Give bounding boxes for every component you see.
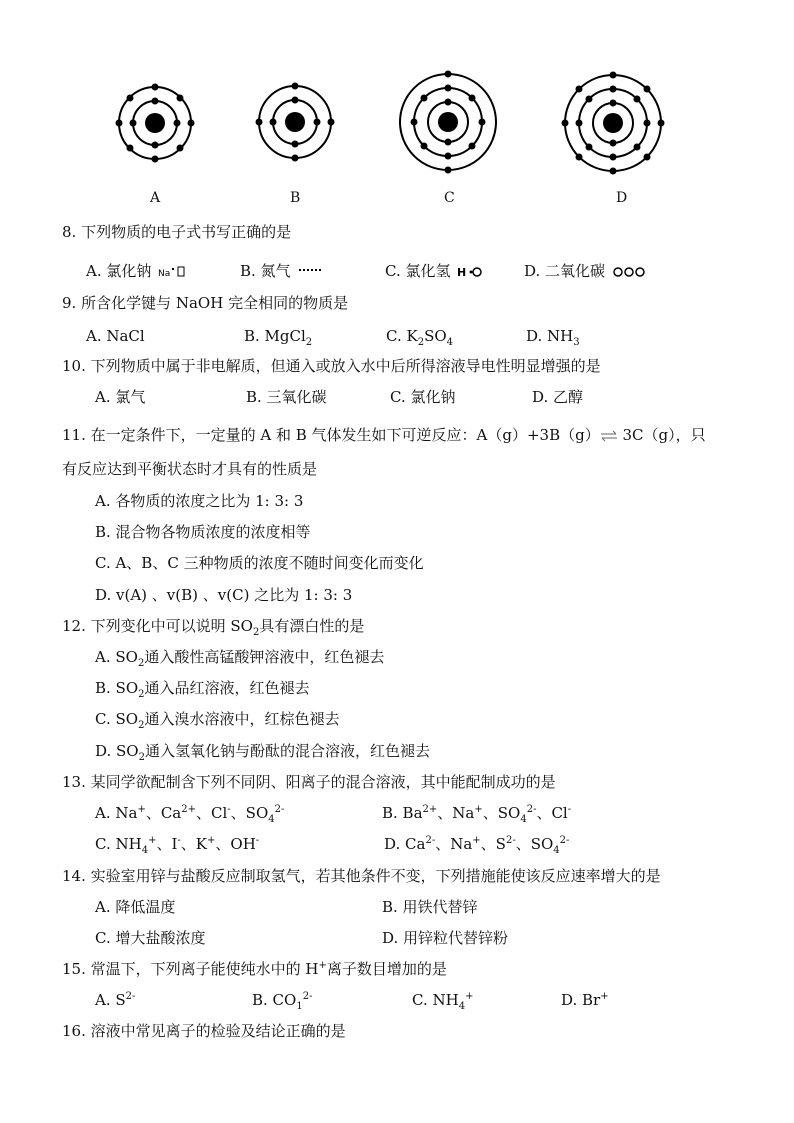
atom-diagram-c (396, 70, 500, 174)
question-14-option-b: B. 用铁代替锌 (382, 898, 478, 916)
atom-label-a: A (150, 190, 161, 206)
electron-formula-co2-image (612, 264, 646, 280)
question-15-option-b: B. $CO_1^{2-}$ (252, 991, 313, 1012)
question-16-stem: 16. 溶液中常见离子的检验及结论正确的是 (62, 1022, 346, 1040)
question-12-option-d: D. $SO_2$通入氢氧化钠与酚酞的混合溶液，红色褪去 (95, 742, 430, 763)
question-9-option-b: B. MgCl$_2$ (244, 327, 313, 348)
question-15-stem: 15. 常温下，下列离子能使纯水中的 H+离子数目增加的是 (62, 960, 447, 978)
question-8-option-b: B. 氮气 (240, 261, 327, 281)
question-8-stem: 8. 下列物质的电子式书写正确的是 (62, 223, 292, 241)
question-11-stem-cont: 有反应达到平衡状态时才具有的性质是 (62, 460, 318, 478)
atom-diagram-d (560, 70, 666, 176)
question-12-option-b: B. $SO_2$通入品红溶液，红色褪去 (95, 679, 310, 700)
atom-diagrams (0, 70, 794, 220)
question-11-option-b: B. 混合物各物质浓度的浓度相等 (95, 523, 311, 541)
question-14-stem: 14. 实验室用锌与盐酸反应制取氢气，若其他条件不变，下列措施能使该反应速率增大的是 (62, 867, 661, 885)
question-10-option-a: A. 氯气 (95, 388, 146, 406)
question-9-option-d: D. $NH_3$ (526, 327, 580, 348)
question-11-option-a: A. 各物质的浓度之比为 1: 3: 3 (95, 492, 304, 510)
question-15-option-c: C. $NH_4^+$ (412, 991, 474, 1012)
svg-text:Na: Na (158, 269, 171, 278)
question-11-option-d: D. v(A) 、v(B) 、v(C) 之比为 1: 3: 3 (95, 586, 353, 604)
question-10-option-b: B. 三氧化碳 (246, 388, 327, 406)
question-11-option-c: C. A、B、C 三种物质的浓度不随时间变化而变化 (95, 554, 424, 572)
electron-formula-n2-image (297, 266, 327, 278)
question-13-option-a: A. Na+、$Ca^{2+}$、Cl-、$SO_4^{2-}$ (95, 804, 285, 825)
question-13-stem: 13. 某同学欲配制含下列不同阴、阳离子的混合溶液，其中能配制成功的是 (62, 773, 556, 791)
question-11-stem: 11. 在一定条件下，一定量的 A 和 B 气体发生如下可逆反应：A（g）+3B（g） 3C（g），只 (62, 426, 706, 444)
question-12-stem: 12. 下列变化中可以说明 $SO_2$具有漂白性的是 (62, 617, 365, 638)
question-9-option-a: A. NaCl (86, 327, 145, 345)
question-13-option-c: C. $NH_4^+$、I-、K+、OH- (95, 835, 260, 856)
atom-diagram-a (112, 80, 198, 166)
question-12-option-c: C. $SO_2$通入溴水溶液中，红棕色褪去 (95, 710, 340, 731)
question-10-stem: 10. 下列物质中属于非电解质，但通入或放入水中后所得溶液导电性明显增强的是 (62, 357, 601, 375)
question-14-option-d: D. 用锌粒代替锌粉 (382, 929, 509, 947)
electron-formula-hcl-image (457, 264, 485, 280)
question-9-stem: 9. 所含化学键与 NaOH 完全相同的物质是 (62, 294, 349, 312)
atom-label-d: D (616, 190, 628, 206)
question-15-option-a: A. $S^{2-}$ (95, 991, 136, 1009)
electron-formula-nacl-image (158, 266, 186, 278)
question-14-option-a: A. 降低温度 (95, 898, 176, 916)
atom-label-c: C (444, 190, 455, 206)
equilibrium-arrow-icon (600, 430, 618, 442)
question-14-option-c: C. 增大盐酸浓度 (95, 929, 206, 947)
question-9-option-c: C. $K_2SO_4$ (386, 327, 454, 348)
atom-label-b: B (290, 190, 301, 206)
question-10-option-d: D. 乙醇 (532, 388, 584, 406)
question-12-option-a: A. $SO_2$通入酸性高锰酸钾溶液中，红色褪去 (95, 648, 385, 669)
svg-text:H: H (457, 266, 467, 279)
question-13-option-b: B. $Ba^{2+}$、Na+、$SO_4^{2-}$、Cl- (382, 804, 572, 825)
question-10-option-c: C. 氯化钠 (390, 388, 456, 406)
atom-diagram-b (255, 82, 335, 162)
question-15-option-d: D. Br+ (561, 991, 609, 1009)
question-8-option-d: D. 二氧化碳 (524, 261, 646, 281)
question-8-option-c: C. 氯化氢 H (385, 261, 485, 281)
question-8-option-a: A. 氯化钠 Na (86, 261, 186, 281)
question-13-option-d: D. $Ca^{2-}$、Na+、$S^{2-}$、$SO_4^{2-}$ (384, 835, 570, 856)
